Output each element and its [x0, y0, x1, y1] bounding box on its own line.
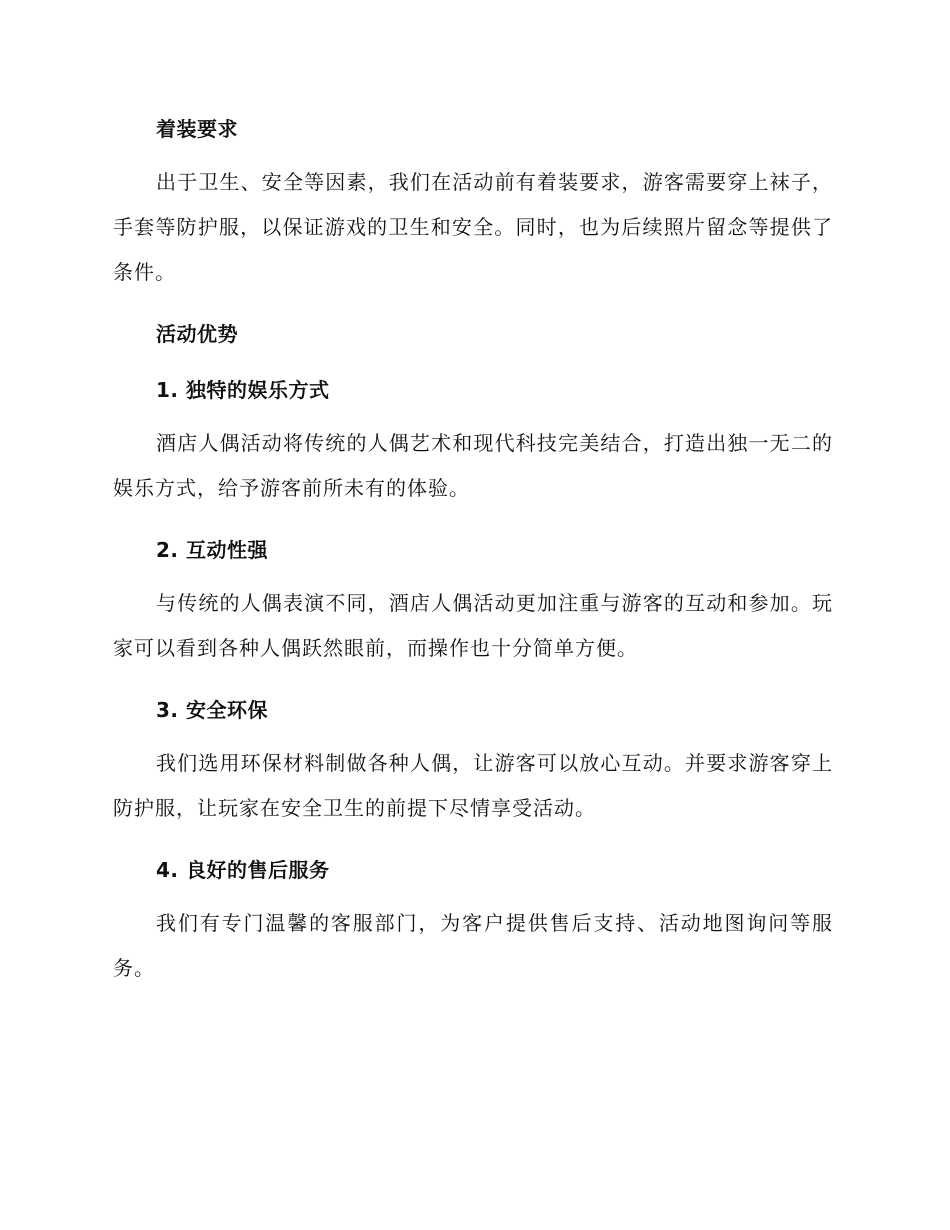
- spacer: [113, 727, 833, 741]
- section-heading-advantages: 活动优势: [156, 322, 238, 346]
- spacer: [113, 146, 833, 160]
- spacer: [113, 887, 833, 901]
- section-paragraph-after-sales: 我们有专门温馨的客服部门，为客户提供售后支持、活动地图询问等服务。: [113, 911, 833, 980]
- section-paragraph-entertainment: 酒店人偶活动将传统的人偶艺术和现代科技完美结合，打造出独一无二的娱乐方式，给予游客前所未有的体验。: [113, 431, 833, 500]
- section-heading-safety: 3. 安全环保: [156, 698, 268, 722]
- section-heading-after-sales: 4. 良好的售后服务: [156, 858, 330, 882]
- section-paragraph-dress-code: 出于卫生、安全等因素，我们在活动前有着装要求，游客需要穿上袜子，手套等防护服，以保证游戏的卫生和安全。同时，也为后续照片留念等提供了条件。: [113, 170, 833, 284]
- spacer: [113, 407, 833, 421]
- section-paragraph-interactivity: 与传统的人偶表演不同，酒店人偶活动更加注重与游客的互动和参加。玩家可以看到各种人偶跃然眼前，而操作也十分简单方便。: [113, 591, 833, 660]
- section-heading-entertainment: 1. 独特的娱乐方式: [156, 378, 330, 402]
- spacer: [113, 831, 833, 853]
- spacer: [113, 671, 833, 693]
- spacer: [113, 567, 833, 581]
- section-heading-dress-code: 着装要求: [156, 117, 238, 141]
- spacer: [113, 511, 833, 533]
- document-content: [113, 112, 833, 991]
- spacer: [113, 351, 833, 373]
- spacer: [113, 295, 833, 317]
- section-paragraph-safety: 我们选用环保材料制做各种人偶，让游客可以放心互动。并要求游客穿上防护服，让玩家在安全卫生的前提下尽情享受活动。: [113, 751, 833, 820]
- section-heading-interactivity: 2. 互动性强: [156, 538, 268, 562]
